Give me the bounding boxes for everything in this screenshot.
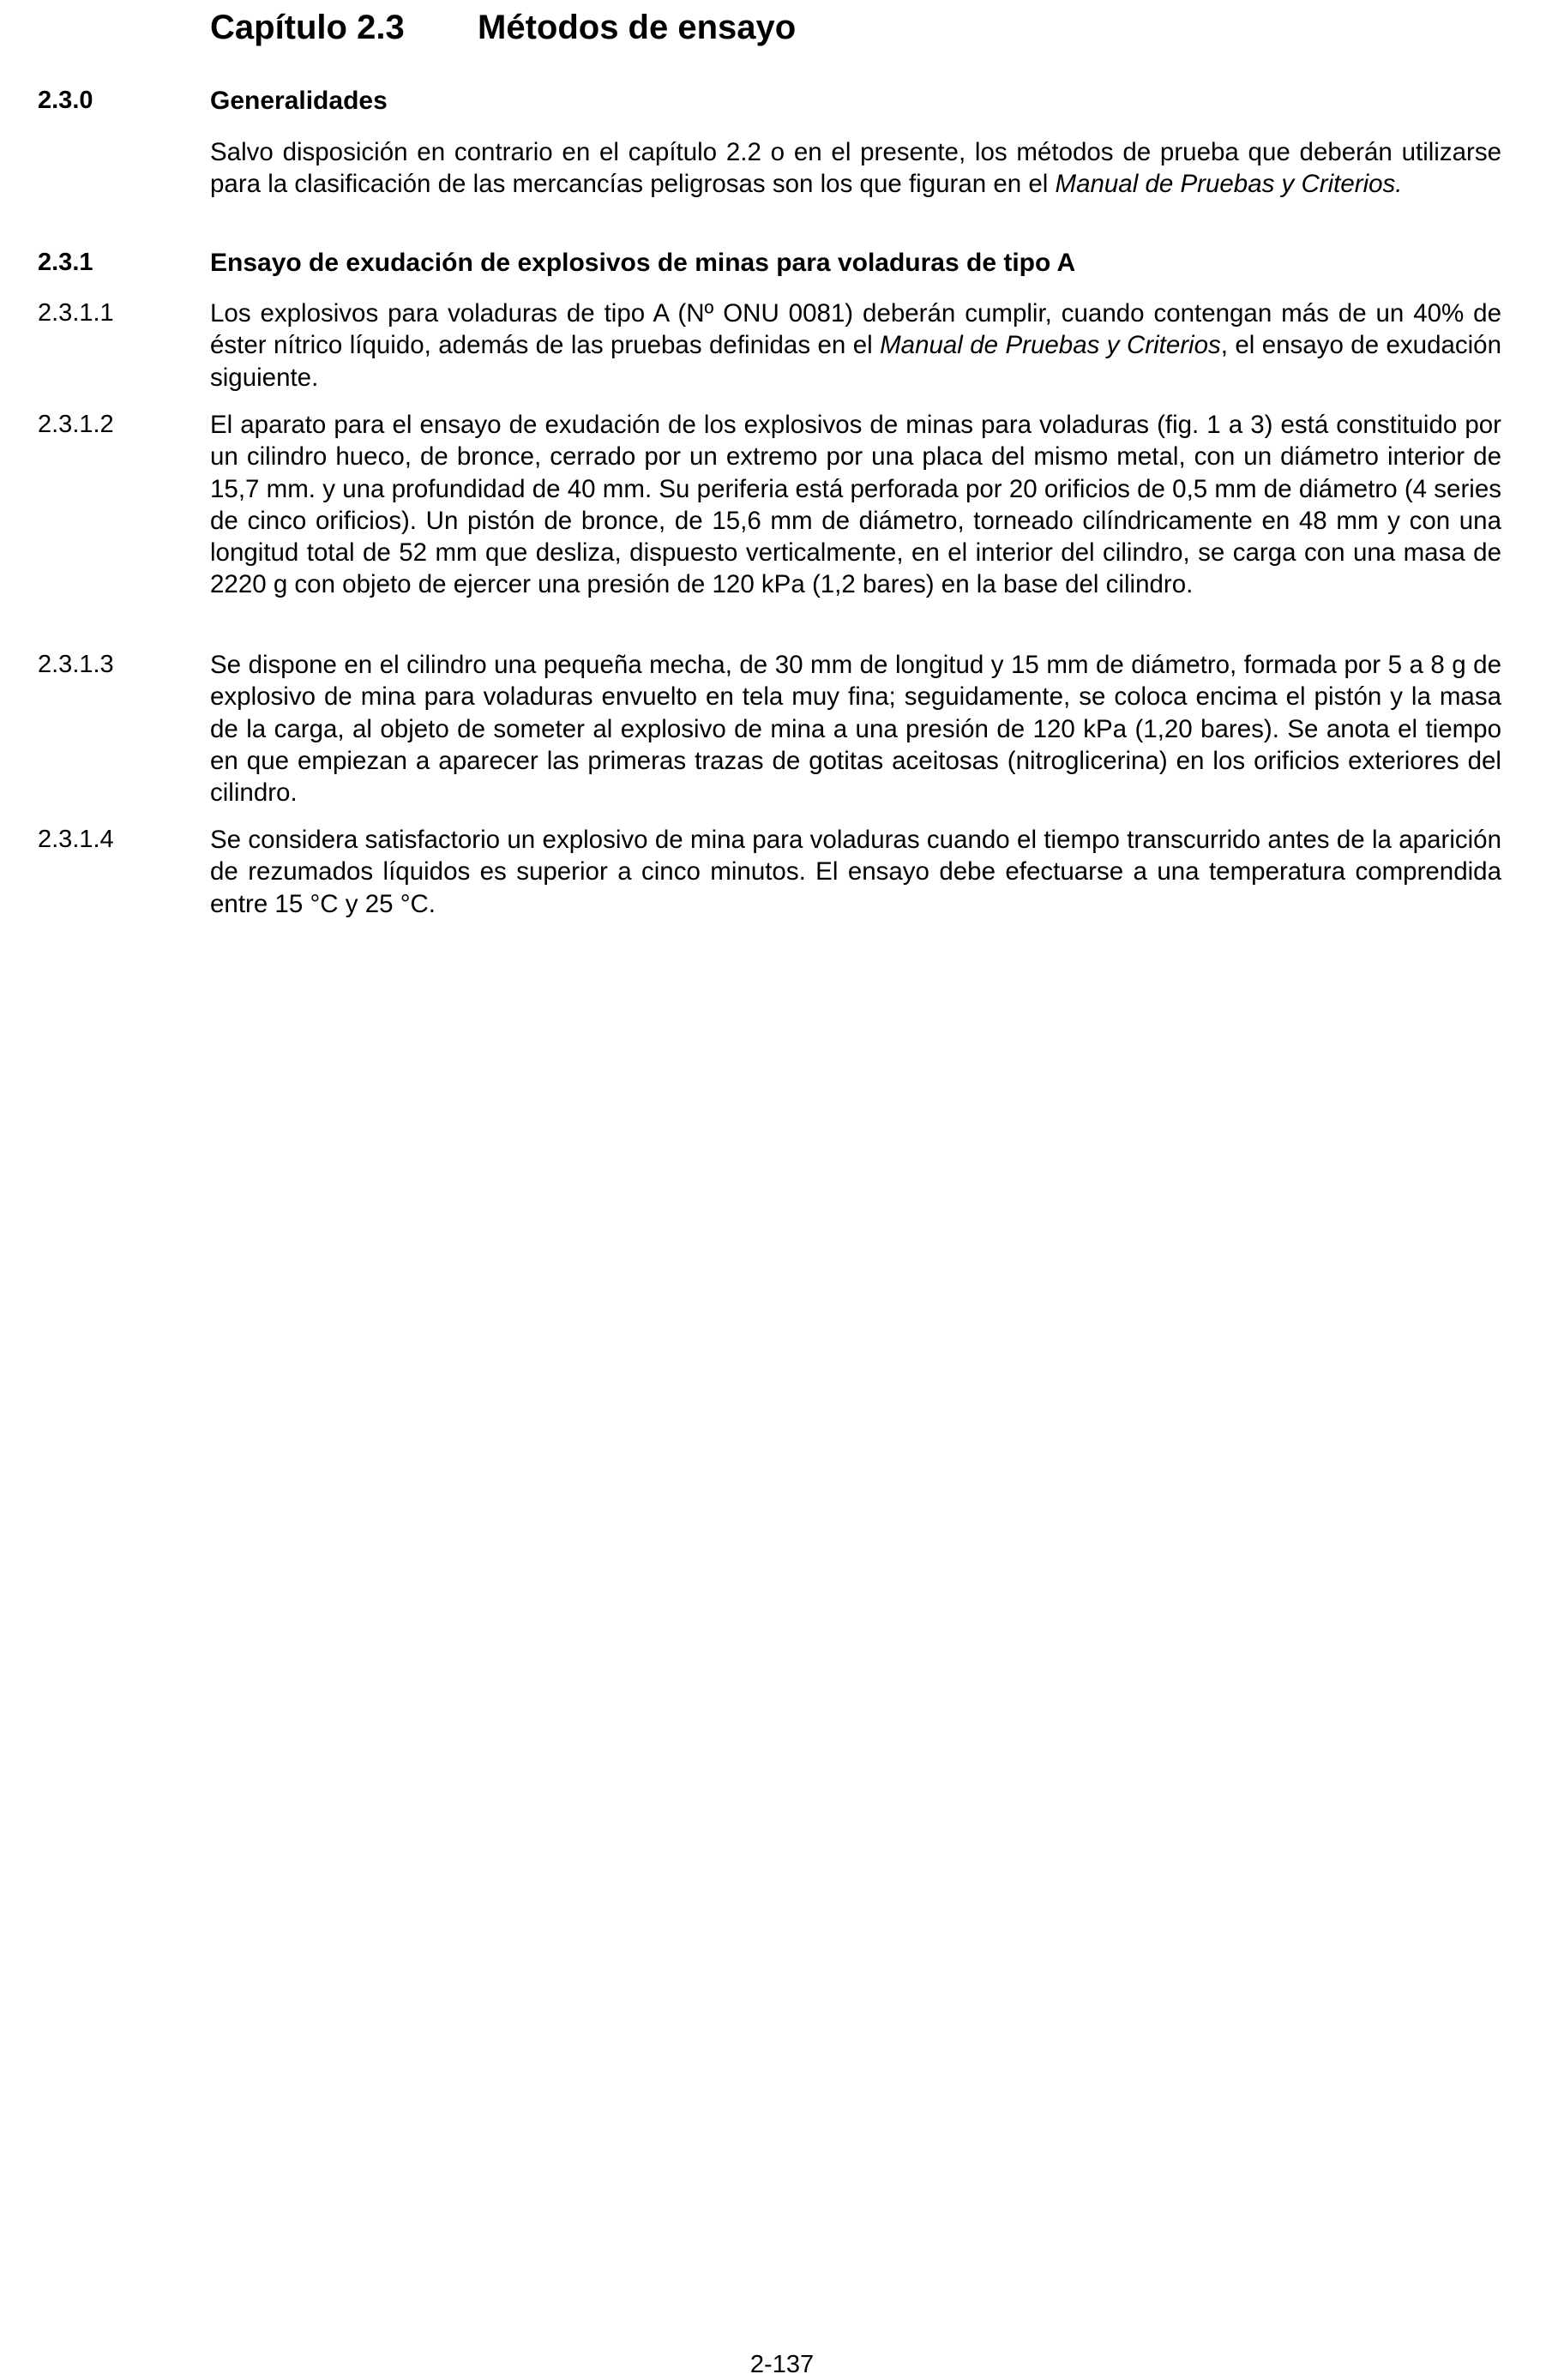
section-title: Generalidades — [210, 87, 388, 115]
paragraph-text-end: , el ensayo de exudación siguiente. — [210, 331, 1501, 392]
section-number: 2.3.1.4 — [38, 826, 114, 853]
section-number: 2.3.1.1 — [38, 299, 114, 327]
section-number: 2.3.1.3 — [38, 651, 114, 678]
section-number: 2.3.0 — [38, 87, 93, 114]
section-number: 2.3.1.2 — [38, 411, 114, 438]
paragraph-2-3-1-1 — [210, 298, 1501, 394]
section-number: 2.3.1 — [38, 249, 93, 276]
section-title: Ensayo de exudación de explosivos de minas para voladuras de tipo A — [210, 249, 1076, 277]
chapter-number: Capítulo 2.3 — [210, 9, 405, 46]
paragraph-2-3-1-2: El aparato para el ensayo de exudación de los explosivos de minas para voladuras (fig. 1 a 3) está constituido por un cilindro hueco, de bronce, cerrado por un extremo por una placa del mismo metal, con un diámetro interior de 15,7 mm. y una profundidad de 40 mm. Su periferia está perforada por 20 orificios de 0,5 mm de diámetro (4 series de cinco orificios). Un pistón de bronce, de 15,6 mm de diámetro, torneado cilíndricamente en 48 mm y con una longitud total de 52 mm que desliza, dispuesto verticalmente, en el interior del cilindro, se carga con una masa de 2220 g con objeto de ejercer una presión de 120 kPa (1,2 bares) en la base del cilindro. — [210, 411, 1501, 599]
page-number: 2-137 — [749, 2351, 815, 2378]
paragraph-text: Salvo disposición en contrario en el capítulo 2.2 o en el presente, los métodos de prueba que deberán utilizarse para la clasificación de las mercancías peligrosas son los que figuran en el — [210, 138, 1501, 199]
paragraph-italic-text: Manual de Pruebas y Criterios. — [1055, 170, 1403, 199]
chapter-title: Métodos de ensayo — [478, 9, 797, 46]
paragraph-2-3-1-4: Se considera satisfactorio un explosivo de mina para voladuras cuando el tiempo transcurrido antes de la aparición de rezumados líquidos es superior a cinco minutos. El ensayo debe efectuarse a una temperatura comprendida entre 15 °C y 25 °C. — [210, 826, 1501, 918]
paragraph-2-3-0 — [210, 136, 1501, 201]
paragraph-text: Los explosivos para voladuras de tipo A (Nº ONU 0081) deberán cumplir, cuando contengan más de un 40% de éster nítrico líquido, además de las pruebas definidas en el — [210, 299, 1501, 360]
paragraph-2-3-1-3: Se dispone en el cilindro una pequeña mecha, de 30 mm de longitud y 15 mm de diámetro, formada por 5 a 8 g de explosivo de mina para voladuras envuelto en tela muy fina; seguidamente, se coloca encima el pistón y la masa de la carga, al objeto de someter al explosivo de mina a una presión de 120 kPa (1,20 bares). Se anota el tiempo en que empiezan a aparecer las primeras trazas de gotitas aceitosas (nitroglicerina) en los orificios exteriores del cilindro. — [210, 651, 1501, 808]
paragraph-italic-text: Manual de Pruebas y Criterios — [880, 331, 1221, 360]
